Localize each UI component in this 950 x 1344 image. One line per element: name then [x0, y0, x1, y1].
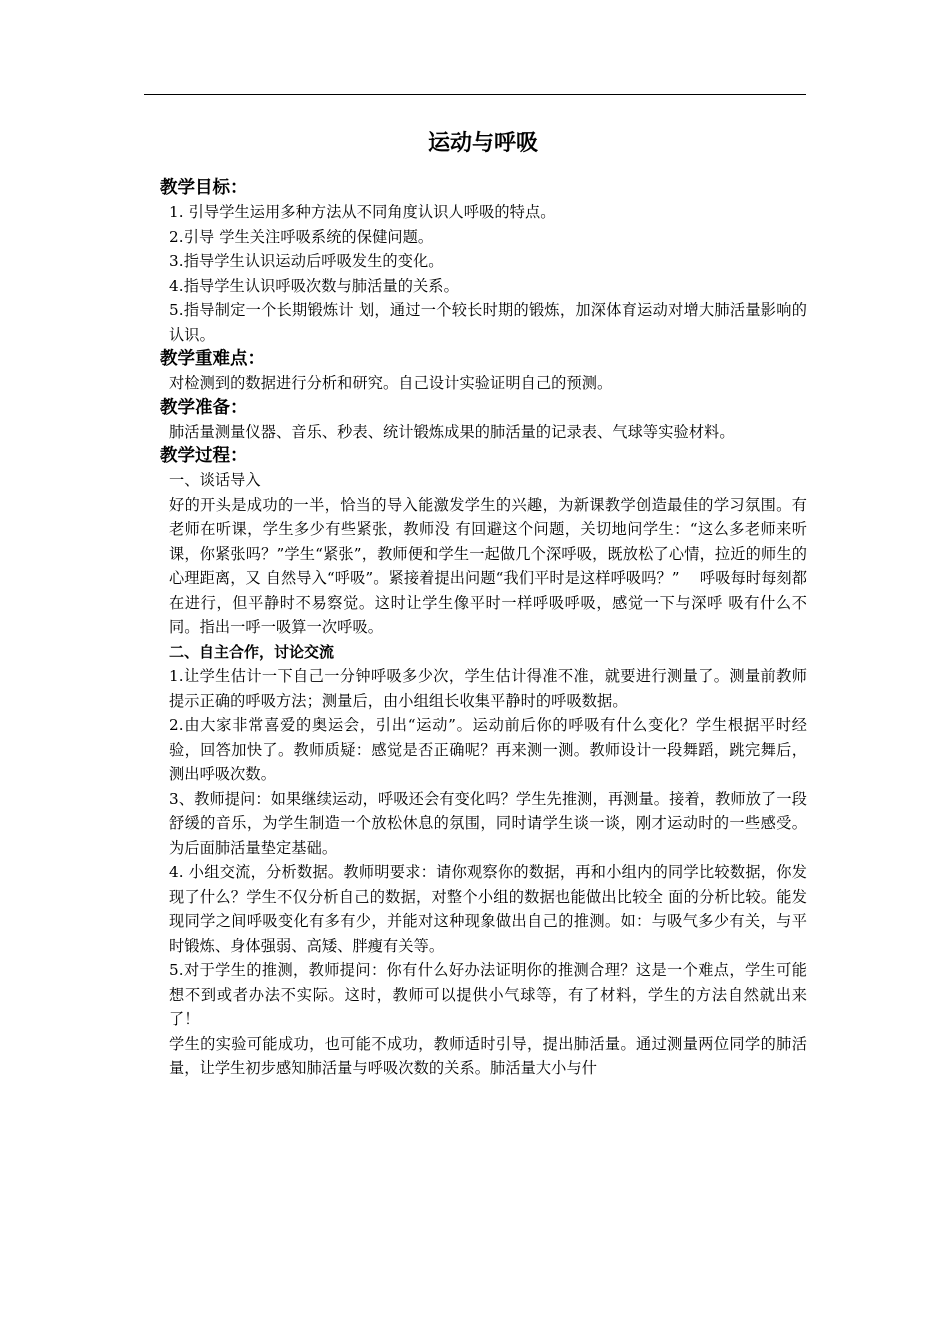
document-body: [160, 130, 807, 1081]
process-part2-title: 二、自主合作，讨论交流: [169, 642, 335, 661]
objective-item-3: 3.指导学生认识运动后呼吸发生的变化。: [169, 252, 444, 270]
key-points-text: 对检测到的数据进行分析和研究。自己设计实验证明自己的预测。: [169, 374, 613, 392]
objective-item-1: 1. 引导学生运用多种方法从不同角度认识人呼吸的特点。: [169, 203, 556, 221]
process-part2-item-6: 学生的实验可能成功，也可能不成功，教师适时引导，提出肺活量。通过测量两位同学的肺活量，让学生初步感知肺活量与呼吸次数的关系。肺活量大小与什: [169, 1034, 807, 1077]
process-part1-title: 一、谈话导入: [169, 471, 261, 489]
process-part2-item-3: 3、教师提问：如果继续运动，呼吸还会有变化吗？学生先推测，再测量。接着，教师放了一段舒缓的音乐，为学生制造一个放松休息的氛围，同时请学生谈一谈，刚才运动时的一些感受。为后面肺活量垫定基础。: [169, 789, 807, 857]
objective-item-2: 2.引导 学生关注呼吸系统的保健问题。: [169, 227, 434, 246]
objective-item-5: 5.指导制定一个长期锻炼计 划，通过一个较长时期的锻炼，加深体育运动对增大肺活量影响的认识。: [169, 301, 807, 344]
header-rule: [144, 94, 806, 95]
process-heading: 教学过程：: [160, 446, 248, 466]
process-part2-item-5: 5.对于学生的推测，教师提问：你有什么好办法证明你的推测合理？这是一个难点，学生可能想不到或者办法不实际。这时，教师可以提供小气球等，有了材料，学生的方法自然就出来了！: [169, 961, 807, 1028]
preparation-heading: 教学准备：: [160, 397, 248, 418]
process-part2-item-4: 4. 小组交流，分析数据。教师明要求：请你观察你的数据，再和小组内的同学比较数据，你发现了什么？学生不仅分析自己的数据，对整个小组的数据也能做出比较全 面的分析比较。能发现同学之间呼吸变化有多有少，并能对这种现象做出自己的推测。如：与吸气多少有关，与平时锻炼、身体强弱、高矮、胖瘦有关等。: [169, 863, 807, 955]
key-points-heading: 教学重难点：: [160, 349, 265, 369]
objective-item-4: 4.指导学生认识呼吸次数与肺活量的关系。: [169, 276, 459, 295]
preparation-text: 肺活量测量仪器、音乐、秒表、统计锻炼成果的肺活量的记录表、气球等实验材料。: [169, 422, 735, 441]
process-part2-item-1: 1.让学生估计一下自己一分钟呼吸多少次，学生估计得准不准，就要进行测量了。测量前教师提示正确的呼吸方法；测量后，由小组组长收集平静时的呼吸数据。: [169, 667, 807, 710]
objectives-heading: 教学目标：: [160, 178, 248, 198]
process-part2-item-2: 2.由大家非常喜爱的奥运会，引出“运动”。运动前后你的呼吸有什么变化？学生根据平时经验，回答加快了。教师质疑：感觉是否正确呢？再来测一测。教师设计一段舞蹈，跳完舞后，测出呼吸次数。: [169, 716, 807, 783]
document-title: 运动与呼吸: [427, 131, 538, 156]
process-part1-text: 好的开头是成功的一半，恰当的导入能激发学生的兴趣，为新课教学创造最佳的学习氛围。有老师在听课，学生多少有些紧张，教师没 有回避这个问题，关切地问学生：“这么多老师来听课，你紧张吗？”学生“紧张”，教师便和学生一起做几个深呼吸，既放松了心情，拉近的师生的心理距离，又 自然导入“呼吸”。紧接着提出问题“我们平时是这样呼吸吗？” 呼吸每时每刻都在进行，但平静时不易察觉。这时让学生像平时一样呼吸呼吸，感觉一下与深呼 吸有什么不同。指出一呼一吸算一次呼吸。: [169, 495, 807, 636]
